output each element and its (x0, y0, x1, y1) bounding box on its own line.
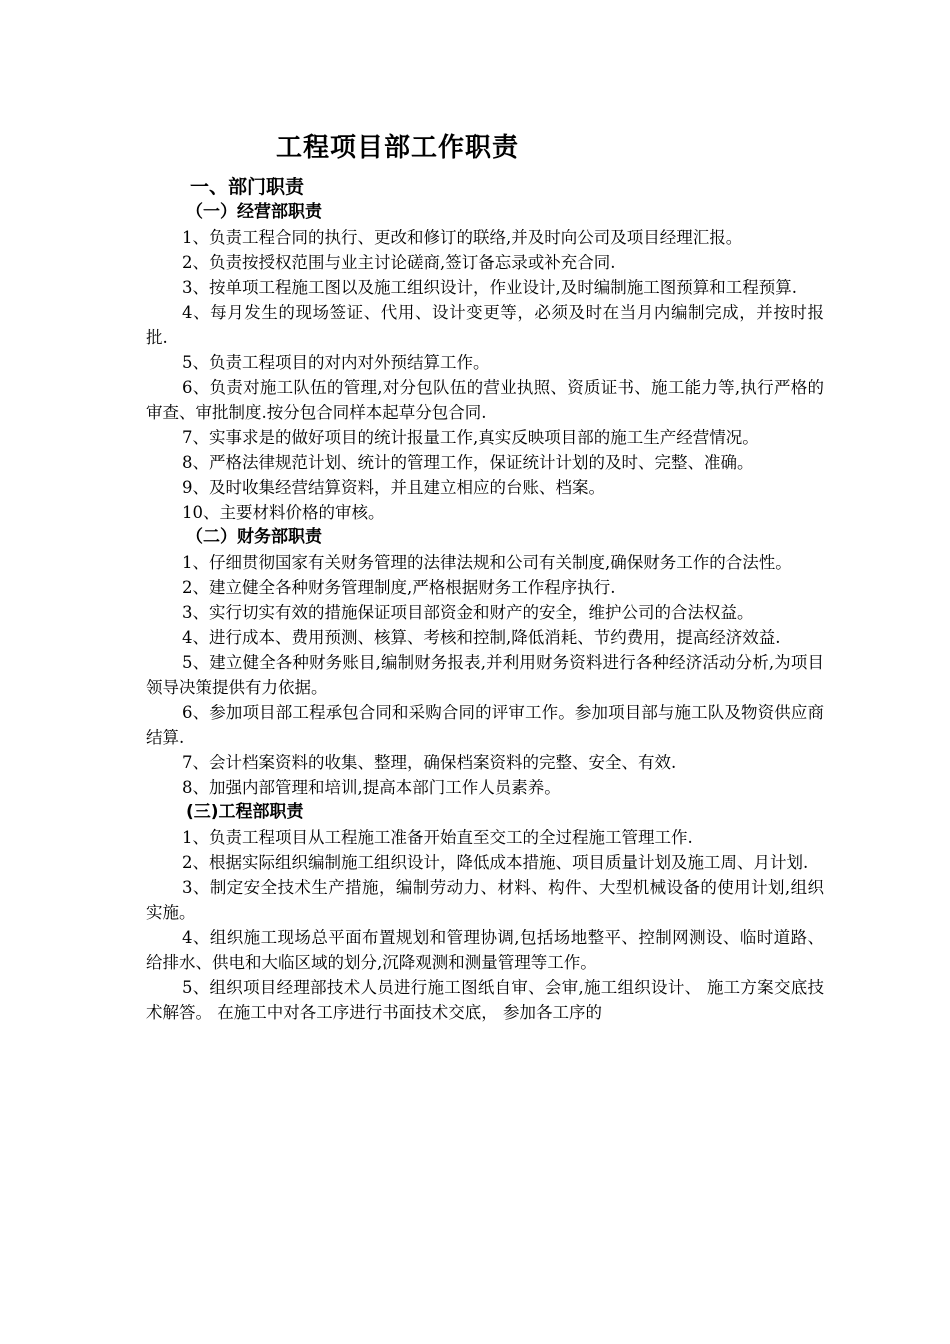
duty-item: 2、根据实际组织编制施工组织设计，降低成本措施、项目质量计划及施工周、月计划. (182, 853, 809, 872)
duty-item: 2、建立健全各种财务管理制度,严格根据财务工作程序执行. (182, 578, 616, 597)
duty-item: 4、每月发生的现场签证、代用、设计变更等，必须及时在当月内编制完成，并按时报批. (146, 303, 824, 347)
duty-item: 10、主要材料价格的审核。 (182, 503, 385, 522)
duty-item: 6、负责对施工队伍的管理,对分包队伍的营业执照、资质证书、施工能力等,执行严格的审查、审批制度.按分包合同样本起草分包合同. (146, 378, 824, 422)
document-title: 工程项目部工作职责 (276, 133, 520, 163)
subsection-heading: （一）经营部职责 (186, 202, 322, 222)
duty-item: 2、负责按授权范围与业主讨论磋商,签订备忘录或补充合同. (182, 253, 616, 272)
section-heading-department-duties: 一、部门职责 (190, 176, 305, 198)
duty-item: 7、实事求是的做好项目的统计报量工作,真实反映项目部的施工生产经营情况。 (182, 428, 759, 447)
sections (146, 200, 824, 1025)
section-business (146, 200, 824, 525)
duty-item: 5、组织项目经理部技术人员进行施工图纸自审、会审,施工组织设计、 施工方案交底技术解答。 在施工中对各工序进行书面技术交底， 参加各工序的 (146, 978, 824, 1022)
duty-item: 4、组织施工现场总平面布置规划和管理协调,包括场地整平、控制网测设、临时道路、给排水、供电和大临区域的划分,沉降观测和测量管理等工作。 (146, 928, 824, 972)
duty-item: 3、制定安全技术生产措施，编制劳动力、材料、构件、大型机械设备的使用计划,组织实施。 (146, 878, 824, 922)
duty-item: 3、按单项工程施工图以及施工组织设计，作业设计,及时编制施工图预算和工程预算. (182, 278, 797, 297)
duty-item: 7、会计档案资料的收集、整理，确保档案资料的完整、安全、有效. (182, 753, 677, 772)
duty-item: 8、严格法律规范计划、统计的管理工作，保证统计计划的及时、完整、准确。 (182, 453, 754, 472)
duty-item: 1、仔细贯彻国家有关财务管理的法律法规和公司有关制度,确保财务工作的合法性。 (182, 553, 792, 572)
duty-item: 3、实行切实有效的措施保证项目部资金和财产的安全，维护公司的合法权益。 (182, 603, 754, 622)
subsection-heading: （二）财务部职责 (186, 527, 322, 547)
duty-item: 4、进行成本、费用预测、核算、考核和控制,降低消耗、节约费用，提高经济效益. (182, 628, 781, 647)
subsection-heading: (三)工程部职责 (186, 802, 304, 822)
duty-item: 5、建立健全各种财务账目,编制财务报表,并利用财务资料进行各种经济活动分析,为项目领导决策提供有力依据。 (146, 653, 824, 697)
duty-item: 6、参加项目部工程承包合同和采购合同的评审工作。参加项目部与施工队及物资供应商结算. (146, 703, 824, 747)
section-engineering (146, 800, 824, 1025)
section-finance (146, 525, 824, 800)
duty-item: 8、加强内部管理和培训,提高本部门工作人员素养。 (182, 778, 561, 797)
duty-item: 1、负责工程合同的执行、更改和修订的联络,并及时向公司及项目经理汇报。 (182, 228, 743, 247)
duty-item: 1、负责工程项目从工程施工准备开始直至交工的全过程施工管理工作. (182, 828, 693, 847)
duty-item: 9、及时收集经营结算资料，并且建立相应的台账、档案。 (182, 478, 605, 497)
duty-item: 5、负责工程项目的对内对外预结算工作。 (182, 353, 490, 372)
